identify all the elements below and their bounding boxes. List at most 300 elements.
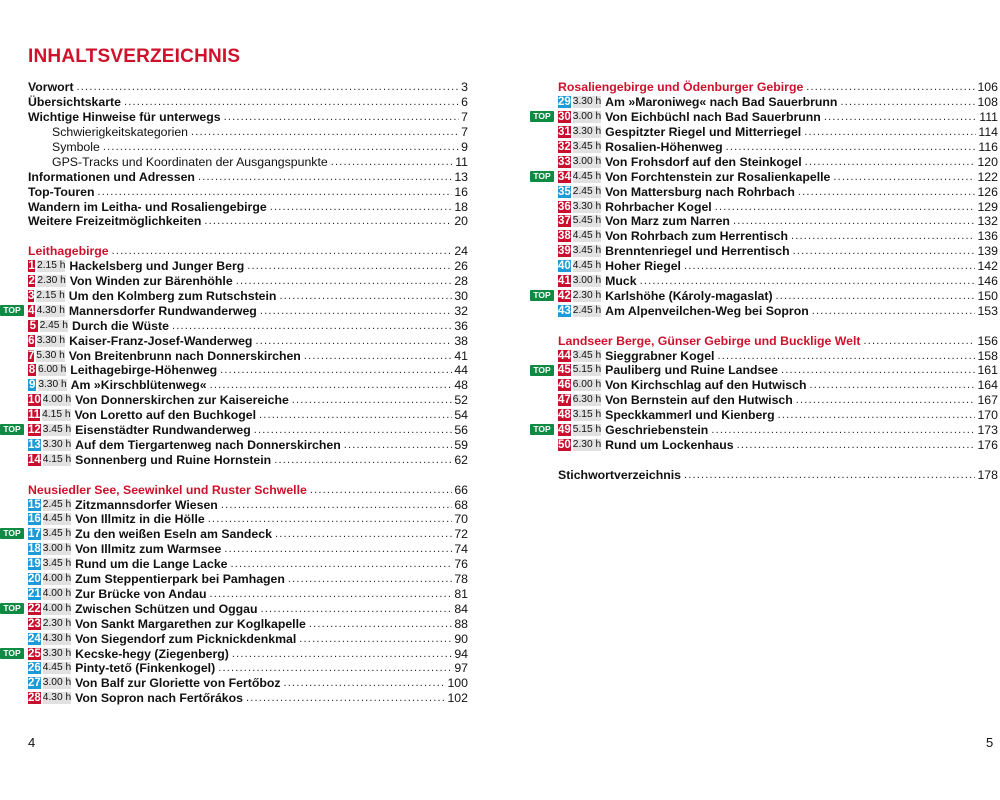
tour-duration: 6.00 h	[37, 364, 67, 376]
toc-entry[interactable]	[28, 110, 468, 125]
tour-title: Rosalien-Höhenweg	[605, 140, 723, 154]
dot-leader	[220, 364, 452, 376]
tour-entry[interactable]	[28, 333, 468, 348]
entry-title: Schwierigkeitskategorien	[52, 125, 189, 140]
dot-leader	[715, 201, 976, 213]
tour-entry[interactable]	[533, 423, 998, 438]
tour-page: 167	[977, 393, 998, 408]
tour-entry[interactable]	[558, 274, 998, 289]
tour-entry[interactable]	[533, 110, 998, 125]
entry-title: GPS-Tracks und Koordinaten der Ausgangspunkte	[52, 154, 328, 169]
tour-duration: 5.15 h	[572, 364, 602, 376]
tour-title: Sonnenberg und Ruine Hornstein	[75, 452, 272, 467]
tour-title: Von Balf zur Gloriette von Fertőboz	[75, 676, 281, 691]
dot-leader	[778, 409, 976, 421]
tour-duration: 4.45 h	[42, 662, 72, 674]
dot-leader	[224, 111, 460, 123]
dot-leader	[124, 96, 459, 108]
tour-duration: 6.30 h	[572, 394, 602, 406]
tour-page: 78	[454, 572, 468, 587]
tour-duration: 3.30 h	[36, 334, 66, 346]
tour-title: Brenntenriegel und Herrentisch	[605, 244, 790, 259]
tour-number-badge: 39	[558, 245, 571, 258]
dot-leader	[840, 96, 975, 108]
entry-title: Symbole	[52, 140, 100, 154]
section-heading[interactable]	[28, 482, 468, 497]
dot-leader	[804, 126, 976, 138]
toc-entry[interactable]	[28, 154, 468, 169]
dot-leader	[711, 424, 975, 436]
dot-leader	[791, 230, 975, 242]
tour-entry[interactable]	[28, 378, 468, 393]
tour-number-badge: 36	[558, 200, 571, 213]
tour-number-badge: 29	[558, 96, 571, 109]
tour-title: Von Mattersburg nach Rohrbach	[605, 184, 795, 199]
tour-entry[interactable]	[558, 437, 998, 452]
tour-entry[interactable]	[533, 169, 998, 184]
dot-leader	[309, 618, 452, 630]
tour-page: 100	[447, 676, 468, 691]
tour-number-badge: 34	[558, 170, 571, 183]
tour-page: 153	[977, 303, 998, 318]
tour-duration: 3.30 h	[42, 438, 72, 450]
tour-page: 84	[454, 601, 468, 616]
tour-entry[interactable]	[3, 601, 468, 616]
dot-leader	[864, 335, 976, 347]
tour-page: 54	[454, 408, 468, 423]
tour-duration: 3.45 h	[42, 424, 72, 436]
toc-section	[3, 482, 468, 706]
tour-title: Von Illmitz in die Hölle	[75, 512, 205, 527]
tour-entry[interactable]	[558, 393, 998, 408]
entry-page: 11	[455, 154, 468, 169]
tour-duration: 3.30 h	[38, 379, 67, 391]
tour-number-badge: 21	[28, 587, 41, 600]
dot-leader	[684, 469, 975, 481]
tour-number-badge: 2	[28, 275, 35, 288]
dot-leader	[210, 379, 453, 391]
tour-page: 41	[454, 348, 468, 363]
dot-leader	[236, 275, 453, 287]
tour-title: Geschriebenstein	[605, 423, 709, 438]
section-heading[interactable]	[558, 333, 998, 348]
tour-duration: 4.45 h	[572, 230, 602, 242]
tour-entry[interactable]	[28, 437, 468, 452]
section-heading[interactable]	[28, 244, 468, 259]
dot-leader	[824, 111, 977, 123]
tour-entry[interactable]	[558, 244, 998, 259]
tour-number-badge: 27	[28, 677, 41, 690]
tour-entry[interactable]	[28, 259, 468, 274]
entry-title: Top-Touren	[28, 184, 95, 199]
tour-title: Pauliberg und Ruine Landsee	[605, 363, 778, 378]
tour-entry[interactable]	[558, 95, 998, 110]
tour-page: 48	[454, 378, 468, 393]
tour-entry[interactable]	[28, 363, 468, 378]
tour-entry[interactable]	[533, 288, 998, 303]
tour-duration: 4.30 h	[36, 304, 65, 316]
entry-page: 7	[461, 125, 468, 140]
tour-entry[interactable]	[558, 184, 998, 199]
tour-title: Zum Steppentierpark bei Pamhagen	[75, 572, 285, 587]
tour-number-badge: 43	[558, 304, 571, 317]
tour-title: Eisenstädter Rundwanderweg	[75, 423, 251, 438]
tour-title: Von Sopron nach Fertőrákos	[75, 691, 243, 706]
tour-number-badge: 11	[28, 409, 41, 422]
tour-duration: 2.15 h	[37, 260, 66, 272]
tour-entry[interactable]	[558, 140, 998, 155]
top-badge: TOP	[0, 528, 24, 539]
entry-title: Wichtige Hinweise für unterwegs	[28, 110, 221, 125]
tour-page: 30	[454, 289, 468, 304]
dot-leader	[259, 409, 452, 421]
dot-leader	[204, 215, 452, 227]
toc-section	[533, 333, 998, 452]
tour-number-badge: 15	[28, 498, 41, 511]
tour-number-badge: 50	[558, 438, 571, 451]
dot-leader	[208, 513, 453, 525]
entry-page: 18	[454, 199, 468, 214]
page-number-left: 4	[28, 735, 36, 750]
dot-leader	[717, 350, 975, 362]
tour-entry[interactable]	[533, 363, 998, 378]
dot-leader	[260, 305, 452, 317]
tour-entry[interactable]	[28, 661, 468, 676]
entry-page: 178	[977, 467, 998, 482]
tour-number-badge: 30	[558, 111, 571, 124]
tour-entry[interactable]	[3, 646, 468, 661]
tour-page: 44	[454, 363, 468, 378]
tour-entry[interactable]	[28, 452, 468, 467]
toc-section	[533, 80, 998, 318]
tour-entry[interactable]	[28, 318, 468, 333]
page-title: INHALTSVERZEICHNIS	[28, 46, 241, 67]
tour-duration: 5.45 h	[572, 215, 602, 227]
tour-duration: 5.15 h	[572, 424, 602, 436]
tour-title: Sieggrabner Kogel	[605, 348, 715, 363]
entry-page: 3	[461, 80, 468, 95]
top-badge: TOP	[0, 603, 24, 614]
dot-leader	[274, 454, 452, 466]
tour-title: Rohrbacher Kogel	[605, 199, 712, 214]
dot-leader	[221, 499, 452, 511]
tour-title: Von Loretto auf den Buchkogel	[74, 408, 256, 423]
tour-number-badge: 16	[28, 513, 41, 526]
dot-leader	[726, 141, 977, 153]
tour-page: 94	[454, 646, 468, 661]
tour-duration: 6.00 h	[572, 379, 602, 391]
toc-entry[interactable]	[28, 199, 468, 214]
tour-entry[interactable]	[558, 199, 998, 214]
tour-title: Am Alpenveilchen-Weg bei Sopron	[605, 303, 809, 318]
tour-entry[interactable]	[558, 408, 998, 423]
tour-entry[interactable]	[558, 214, 998, 229]
tour-title: Rund um die Lange Lacke	[75, 557, 228, 572]
tour-title: Mannersdorfer Rundwanderweg	[68, 303, 257, 318]
tour-entry[interactable]	[28, 512, 468, 527]
tour-page: 70	[454, 512, 468, 527]
tour-title: Von Frohsdorf auf den Steinkogel	[605, 154, 802, 169]
tour-duration: 4.00 h	[42, 573, 72, 585]
tour-number-badge: 26	[28, 662, 41, 675]
tour-duration: 3.45 h	[42, 528, 72, 540]
toc-entry[interactable]	[28, 95, 468, 110]
tour-page: 129	[977, 199, 998, 214]
tour-number-badge: 13	[28, 438, 41, 451]
toc-section	[3, 244, 468, 467]
tour-number-badge: 18	[28, 543, 41, 556]
dot-leader	[288, 573, 452, 585]
tour-duration: 4.00 h	[42, 394, 72, 406]
tour-page: 68	[454, 497, 468, 512]
toc-entry[interactable]	[28, 140, 468, 155]
tour-entry[interactable]	[558, 154, 998, 169]
tour-entry[interactable]	[558, 348, 998, 363]
dot-leader	[684, 260, 975, 272]
tour-title: Muck	[605, 274, 637, 289]
tour-duration: 3.30 h	[572, 96, 602, 108]
tour-duration: 4.30 h	[42, 632, 72, 644]
section-title: Landseer Berge, Günser Gebirge und Bucklige Welt	[558, 333, 861, 348]
tour-number-badge: 28	[28, 692, 41, 705]
dot-leader	[284, 677, 446, 689]
tour-entry[interactable]	[28, 557, 468, 572]
tour-entry[interactable]	[3, 303, 468, 318]
section-page: 66	[454, 482, 468, 497]
dot-leader	[218, 662, 452, 674]
entry-title: Weitere Freizeitmöglichkeiten	[28, 214, 202, 229]
tour-duration: 2.30 h	[42, 617, 72, 629]
tour-entry[interactable]	[28, 289, 468, 304]
tour-title: Von Illmitz zum Warmsee	[75, 542, 222, 557]
tour-page: 120	[977, 154, 998, 169]
dot-leader	[737, 439, 976, 451]
tour-page: 74	[454, 542, 468, 557]
dot-leader	[261, 603, 453, 615]
tour-page: 76	[454, 557, 468, 572]
tour-entry[interactable]	[28, 408, 468, 423]
tour-duration: 3.45 h	[42, 558, 72, 570]
tour-title: Am »Kirschblütenweg«	[70, 378, 207, 393]
tour-entry[interactable]	[558, 378, 998, 393]
tour-title: Kecske-hegy (Ziegenberg)	[75, 646, 229, 661]
tour-entry[interactable]	[28, 274, 468, 289]
section-page: 106	[977, 80, 998, 95]
dot-leader	[224, 543, 452, 555]
tour-title: Zur Brücke von Andau	[75, 586, 207, 601]
tour-entry[interactable]	[28, 348, 468, 363]
tour-entry[interactable]	[28, 587, 468, 602]
entry-title: Wandern im Leitha- und Rosaliengebirge	[28, 199, 267, 214]
dot-leader	[796, 394, 976, 406]
tour-number-badge: 38	[558, 230, 571, 243]
tour-page: 150	[977, 288, 998, 303]
tour-number-badge: 40	[558, 260, 571, 273]
tour-duration: 4.00 h	[42, 602, 72, 614]
tour-number-badge: 3	[28, 290, 35, 303]
tour-number-badge: 6	[28, 334, 35, 347]
tour-duration: 3.45 h	[572, 141, 602, 152]
dot-leader	[191, 126, 459, 138]
tour-entry[interactable]	[3, 423, 468, 438]
tour-duration: 3.00 h	[572, 155, 602, 167]
tour-number-badge: 23	[28, 617, 41, 630]
dot-leader	[299, 633, 452, 645]
dot-leader	[331, 156, 454, 168]
section-page: 156	[977, 333, 998, 348]
tour-entry[interactable]	[28, 393, 468, 408]
entry-page: 7	[461, 110, 468, 125]
entry-page: 13	[454, 169, 468, 184]
dot-leader	[247, 260, 452, 272]
dot-leader	[210, 588, 453, 600]
tour-title: Von Rohrbach zum Herrentisch	[605, 229, 789, 244]
tour-entry[interactable]	[558, 259, 998, 274]
dot-leader	[776, 290, 976, 302]
tour-entry[interactable]	[28, 542, 468, 557]
dot-leader	[198, 171, 452, 183]
toc-block	[28, 80, 468, 229]
section-heading[interactable]	[558, 80, 998, 95]
tour-duration: 5.30 h	[36, 349, 65, 361]
tour-page: 108	[977, 95, 998, 110]
tour-title: Um den Kolmberg zum Rutschstein	[68, 289, 277, 304]
tour-entry[interactable]	[28, 631, 468, 646]
toc-entry[interactable]	[28, 184, 468, 199]
tour-entry[interactable]	[558, 303, 998, 318]
tour-number-badge: 47	[558, 394, 571, 407]
section-title: Neusiedler See, Seewinkel und Ruster Schwelle	[28, 482, 307, 497]
dot-leader	[805, 156, 976, 168]
tour-duration: 4.45 h	[572, 170, 602, 182]
dot-leader	[77, 81, 460, 93]
dot-leader	[809, 379, 975, 391]
tour-title: Von Breitenbrunn nach Donnerskirchen	[68, 348, 301, 363]
tour-duration: 3.30 h	[572, 126, 602, 138]
tour-title: Von Donnerskirchen zur Kaisereiche	[75, 393, 289, 408]
tour-duration: 3.30 h	[572, 200, 602, 212]
toc-entry[interactable]	[28, 169, 468, 184]
tour-title: Von Kirchschlag auf den Hutwisch	[605, 378, 807, 393]
tour-title: Durch die Wüste	[71, 318, 169, 333]
tour-duration: 3.00 h	[572, 111, 602, 123]
tour-duration: 2.45 h	[39, 319, 68, 331]
toc-entry[interactable]	[28, 125, 468, 140]
tour-page: 38	[454, 333, 468, 348]
tour-entry[interactable]	[28, 616, 468, 631]
tour-number-badge: 10	[28, 394, 41, 407]
tour-duration: 2.45 h	[572, 304, 602, 316]
tour-entry[interactable]	[558, 125, 998, 140]
tour-number-badge: 46	[558, 379, 571, 392]
tour-title: Zitzmannsdorfer Wiesen	[75, 497, 218, 512]
tour-title: Von Winden zur Bärenhöhle	[69, 274, 233, 289]
tour-title: Pinty-tető (Finkenkogel)	[75, 661, 216, 676]
top-badge: TOP	[530, 111, 554, 122]
toc-entry[interactable]	[28, 214, 468, 229]
tour-number-badge: 19	[28, 558, 41, 571]
tour-duration: 3.15 h	[572, 409, 602, 421]
tour-entry[interactable]	[28, 572, 468, 587]
tour-page: 59	[454, 437, 468, 452]
dot-leader	[279, 290, 452, 302]
tour-duration: 3.45 h	[572, 245, 602, 257]
tour-page: 62	[454, 452, 468, 467]
dot-leader	[292, 394, 453, 406]
tour-title: Von Sankt Margarethen zur Koglkapelle	[75, 616, 306, 631]
top-badge: TOP	[530, 365, 554, 376]
tour-page: 26	[454, 259, 468, 274]
tour-number-badge: 49	[558, 424, 571, 437]
tour-page: 142	[977, 259, 998, 274]
entry-page: 16	[454, 184, 468, 199]
dot-leader	[812, 305, 976, 317]
toc-entry[interactable]	[28, 80, 468, 95]
tour-page: 170	[977, 408, 998, 423]
tour-duration: 4.15 h	[42, 409, 71, 421]
tour-entry[interactable]	[28, 497, 468, 512]
tour-page: 102	[447, 691, 468, 706]
tour-duration: 3.45 h	[572, 349, 602, 361]
tour-number-badge: 48	[558, 409, 571, 422]
tour-page: 164	[977, 378, 998, 393]
tour-title: Auf dem Tiergartenweg nach Donnerskirchen	[75, 437, 341, 452]
tour-page: 173	[977, 423, 998, 438]
tour-number-badge: 7	[28, 349, 35, 362]
tour-title: Leithagebirge-Höhenweg	[70, 363, 218, 378]
section-title: Leithagebirge	[28, 244, 109, 259]
top-badge: TOP	[0, 424, 24, 435]
tour-number-badge: 45	[558, 364, 571, 377]
tour-number-badge: 9	[28, 379, 36, 392]
tour-title: Von Eichbüchl nach Bad Sauerbrunn	[605, 110, 821, 125]
top-badge: TOP	[0, 305, 24, 316]
tour-title: Zwischen Schützen und Oggau	[75, 601, 258, 616]
tour-entry[interactable]	[28, 676, 468, 691]
tour-entry[interactable]	[3, 527, 468, 542]
tour-page: 88	[454, 616, 468, 631]
tour-number-badge: 44	[558, 349, 571, 362]
top-badge: TOP	[530, 290, 554, 301]
tour-title: Von Forchtenstein zur Rosalienkapelle	[605, 169, 831, 184]
tour-page: 90	[454, 631, 468, 646]
dot-leader	[793, 245, 976, 257]
tour-number-badge: 41	[558, 275, 571, 288]
tour-page: 72	[454, 527, 468, 542]
dot-leader	[798, 186, 976, 198]
dot-leader	[344, 439, 453, 451]
toc-entry[interactable]	[558, 467, 998, 482]
toc-column-right	[533, 80, 998, 497]
dot-leader	[270, 201, 453, 213]
tour-number-badge: 32	[558, 141, 571, 153]
dot-leader	[246, 692, 445, 704]
tour-page: 126	[977, 184, 998, 199]
tour-duration: 3.30 h	[42, 647, 72, 659]
dot-leader	[97, 186, 452, 198]
top-badge: TOP	[530, 171, 554, 182]
dot-leader	[254, 424, 453, 436]
tour-entry[interactable]	[28, 691, 468, 706]
top-badge: TOP	[530, 424, 554, 435]
tour-title: Karlshöhe (Károly-magaslat)	[605, 288, 773, 303]
section-page: 24	[454, 244, 468, 259]
dot-leader	[833, 171, 975, 183]
tour-entry[interactable]	[558, 229, 998, 244]
tour-number-badge: 35	[558, 185, 571, 198]
top-badge: TOP	[0, 648, 24, 659]
tour-page: 146	[977, 274, 998, 289]
